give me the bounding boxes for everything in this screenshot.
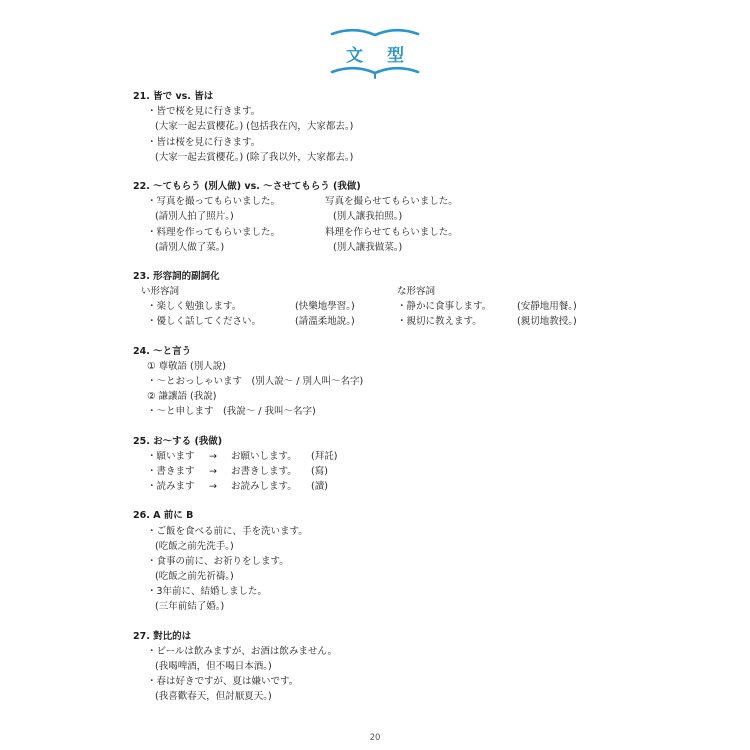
section-title: 21. 皆で vs. 皆は [133, 91, 214, 102]
example-zh: (吃飯之前先洗手。) [155, 540, 234, 552]
example-row [133, 225, 653, 240]
example-zh: (親切地教授。) [517, 316, 577, 328]
grammar-content [133, 89, 653, 719]
example-zh: (別人讓我做菜。) [333, 241, 403, 253]
example-jp: ・静かに食事します。 [397, 301, 492, 313]
example-verb: ・書きます [147, 465, 195, 477]
example-zh: (我喜歡春天，但討厭夏天。) [155, 691, 272, 703]
example-jp: ・3年前に、結婚しました。 [147, 586, 268, 598]
section-title: 23. 形容詞的副詞化 [133, 270, 220, 282]
page-number: 20 [369, 733, 381, 743]
example-jp: ・春は好きですが、夏は嫌いです。 [147, 676, 299, 688]
section-title: 25. お～する (我做) [133, 435, 223, 447]
example-jp: ・写真を撮ってもらいました。 [147, 196, 281, 208]
example-zh: (寫) [311, 465, 328, 477]
example-jp: ・皆は桜を見に行きます。 [147, 136, 261, 148]
column-head-i-adjective: い形容詞 [141, 286, 180, 298]
section-21 [133, 89, 653, 165]
subheading: ② 謙讓語 (我說) [147, 391, 217, 403]
example-row [133, 209, 653, 224]
example-verb: ・願います [147, 450, 195, 462]
section-22 [133, 179, 653, 255]
example-row [133, 299, 653, 314]
example-row [133, 464, 653, 479]
example-jp: ・ご飯を食べる前に、手を洗います。 [147, 525, 308, 537]
column-headers [133, 284, 653, 299]
section-24 [133, 344, 653, 420]
example-verb: ・読みます [147, 481, 195, 493]
arrow-icon: → [209, 450, 217, 462]
example-zh: (快樂地學習。) [295, 301, 355, 313]
section-title: 27. 對比的は [133, 630, 192, 642]
example-jp: ・皆で桜を見に行きます。 [147, 106, 261, 118]
section-27 [133, 629, 653, 705]
section-title: 24. ～と言う [133, 345, 192, 357]
example-row [133, 194, 653, 209]
example-jp: ・食事の前に、お祈りをします。 [147, 555, 289, 567]
section-25 [133, 434, 653, 495]
subheading: ① 尊敬語 (別人說) [147, 360, 226, 372]
section-23 [133, 269, 653, 330]
example-zh: (吃飯之前先祈禱。) [155, 571, 234, 583]
example-zh: (別人讓我拍照。) [333, 211, 403, 223]
example-humble-form: お読みします。 [231, 481, 297, 493]
example-line: ・～と申します (我說～ / 我叫～名字) [147, 406, 316, 418]
example-jp: 写真を撮らせてもらいました。 [325, 196, 458, 208]
section-title: 26. A 前に B [133, 510, 194, 522]
example-jp: ・優しく話してください。 [147, 316, 262, 328]
arrow-icon: → [209, 465, 217, 477]
section-26 [133, 508, 653, 614]
example-line: ・～とおっしゃいます (別人說～ / 別人叫～名字) [147, 376, 364, 387]
example-zh: (拜託) [311, 450, 338, 462]
arrow-icon: → [209, 481, 217, 493]
example-humble-form: お書きします。 [231, 465, 297, 477]
example-jp: ・ビールは飲みますが、お酒は飲みません。 [147, 645, 338, 657]
example-row [133, 240, 653, 255]
example-zh: (請別人拍了照片。) [155, 211, 234, 223]
example-jp: ・楽しく勉強します。 [147, 301, 242, 313]
example-row [133, 479, 653, 494]
page-header [0, 22, 750, 84]
example-humble-form: お願いします。 [231, 450, 297, 462]
section-title: 22. ～てもらう (別人做) vs. ～させてもらう (我做) [133, 180, 361, 192]
example-zh: (大家一起去賞櫻花。) (包括我在內，大家都去。) [155, 121, 354, 133]
example-zh: (我喝啤酒，但不喝日本酒。) [155, 661, 272, 672]
example-zh: (請溫柔地說。) [295, 316, 355, 328]
page-title: 文 型 [346, 46, 413, 66]
example-row [133, 314, 653, 329]
example-zh: (大家一起去賞櫻花。) (除了我以外，大家都去。) [155, 151, 354, 163]
example-zh: (讀) [311, 481, 328, 493]
example-zh: (請別人做了菜。) [155, 241, 225, 253]
column-head-na-adjective: な形容詞 [397, 286, 436, 298]
example-zh: (三年前結了婚。) [155, 601, 225, 613]
example-row [133, 449, 653, 464]
example-jp: ・親切に教えます。 [397, 316, 482, 328]
example-zh: (安靜地用餐。) [517, 301, 577, 313]
example-jp: ・料理を作ってもらいました。 [147, 226, 281, 238]
example-jp: 料理を作らせてもらいました。 [325, 226, 458, 238]
